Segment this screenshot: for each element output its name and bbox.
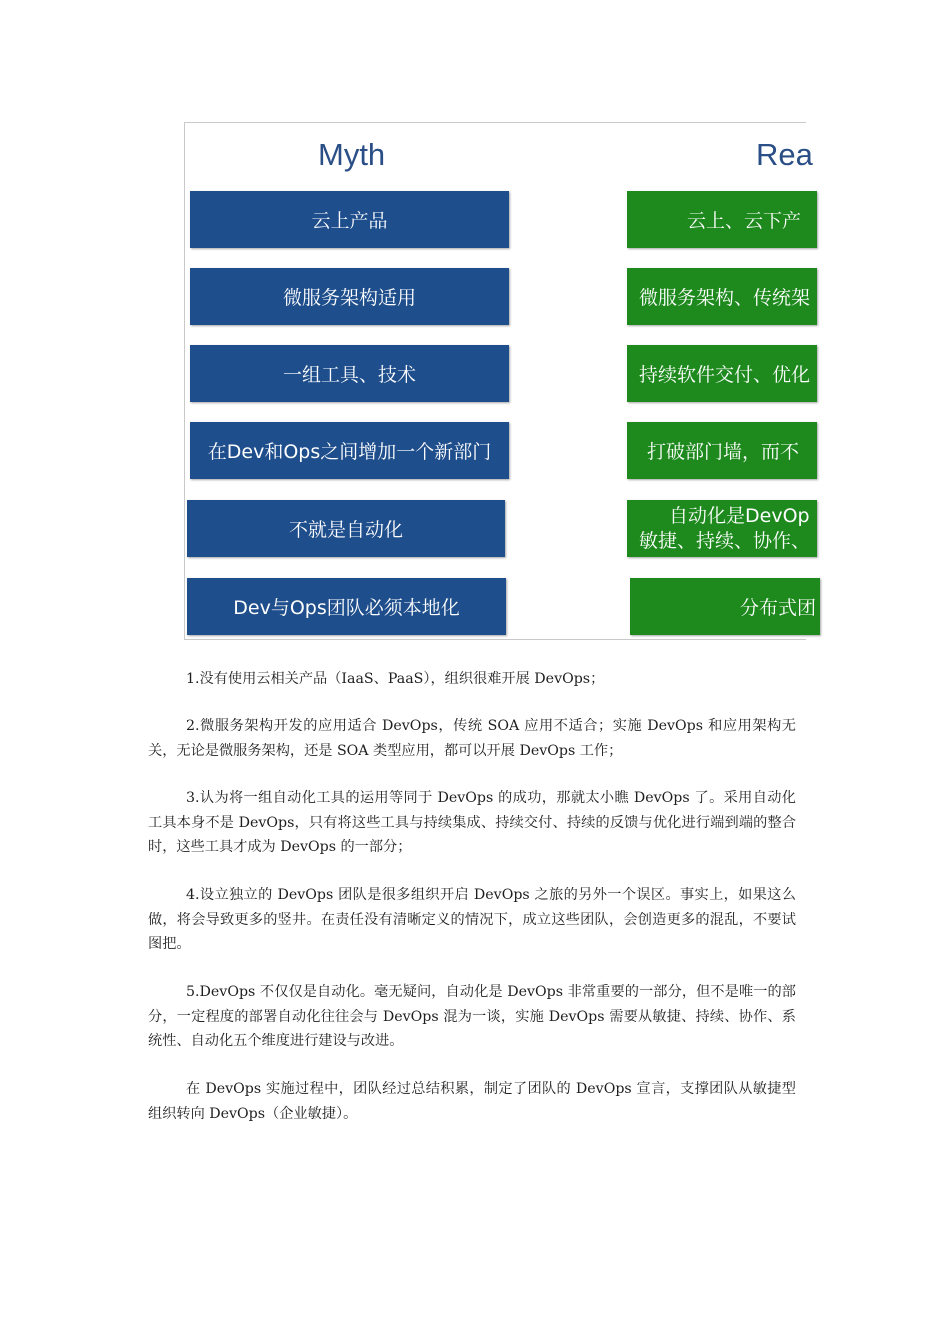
paragraph-3-text: 3.认为将一组自动化工具的运用等同于 DevOps 的成功，那就太小瞧 DevOps 了。采用自动化工具本身不是 DevOps，只有将这些工具与持续集成、持续交付、持续的反馈与优化进行端到端的整合时，这些工具才成为 DevOps 的一部分； bbox=[148, 790, 796, 855]
paragraph-5-text: 5.DevOps 不仅仅是自动化。毫无疑问，自动化是 DevOps 非常重要的一部分，但不是唯一的部分，一定程度的部署自动化往往会与 DevOps 混为一谈，实施 DevOps 需要从敏捷、持续、协作、系统性、自动化五个维度进行建设与改进。 bbox=[148, 984, 796, 1049]
myth-box-3: 一组工具、技术 bbox=[190, 345, 509, 402]
reality-box-6: 分布式团 bbox=[630, 578, 820, 635]
reality-box-5 bbox=[627, 500, 817, 557]
reality-box-4: 打破部门墙，而不 bbox=[627, 422, 817, 479]
paragraph-2-text: 2.微服务架构开发的应用适合 DevOps，传统 SOA 应用不适合；实施 DevOps 和应用架构无关，无论是微服务架构，还是 SOA 类型应用，都可以开展 DevOps 工作； bbox=[148, 718, 796, 759]
myth-column-title: Myth bbox=[318, 137, 386, 172]
myth-box-4: 在Dev和Ops之间增加一个新部门 bbox=[190, 422, 509, 479]
reality-box-1: 云上、云下产 bbox=[627, 191, 817, 248]
paragraph-6-text: 在 DevOps 实施过程中，团队经过总结积累，制定了团队的 DevOps 宣言，支撑团队从敏捷型组织转向 DevOps（企业敏捷）。 bbox=[148, 1081, 796, 1122]
paragraph-5 bbox=[148, 980, 796, 1054]
paragraph-1-text: 1.没有使用云相关产品（IaaS、PaaS），组织很难开展 DevOps； bbox=[186, 671, 605, 687]
reality-box-3: 持续软件交付、优化 bbox=[627, 345, 817, 402]
myth-box-5: 不就是自动化 bbox=[187, 500, 505, 557]
paragraph-6 bbox=[148, 1077, 796, 1126]
reality-box-5-line1: 自动化是DevOp bbox=[669, 504, 810, 527]
paragraph-2 bbox=[148, 714, 796, 763]
paragraph-4 bbox=[148, 883, 796, 957]
paragraph-1 bbox=[148, 667, 796, 692]
myth-box-1: 云上产品 bbox=[190, 191, 509, 248]
reality-box-5-line2: 敏捷、持续、协作、 bbox=[639, 529, 811, 552]
myth-reality-figure bbox=[184, 122, 817, 640]
reality-column-title: Rea bbox=[756, 137, 813, 172]
myth-box-2: 微服务架构适用 bbox=[190, 268, 509, 325]
myth-box-6: Dev与Ops团队必须本地化 bbox=[187, 578, 506, 635]
paragraph-3 bbox=[148, 786, 796, 860]
paragraph-4-text: 4.设立独立的 DevOps 团队是很多组织开启 DevOps 之旅的另外一个误区。事实上，如果这么做，将会导致更多的竖井。在责任没有清晰定义的情况下，成立这些团队，会创造更多的混乱，不要试图把。 bbox=[148, 887, 796, 952]
reality-box-2: 微服务架构、传统架 bbox=[627, 268, 817, 325]
